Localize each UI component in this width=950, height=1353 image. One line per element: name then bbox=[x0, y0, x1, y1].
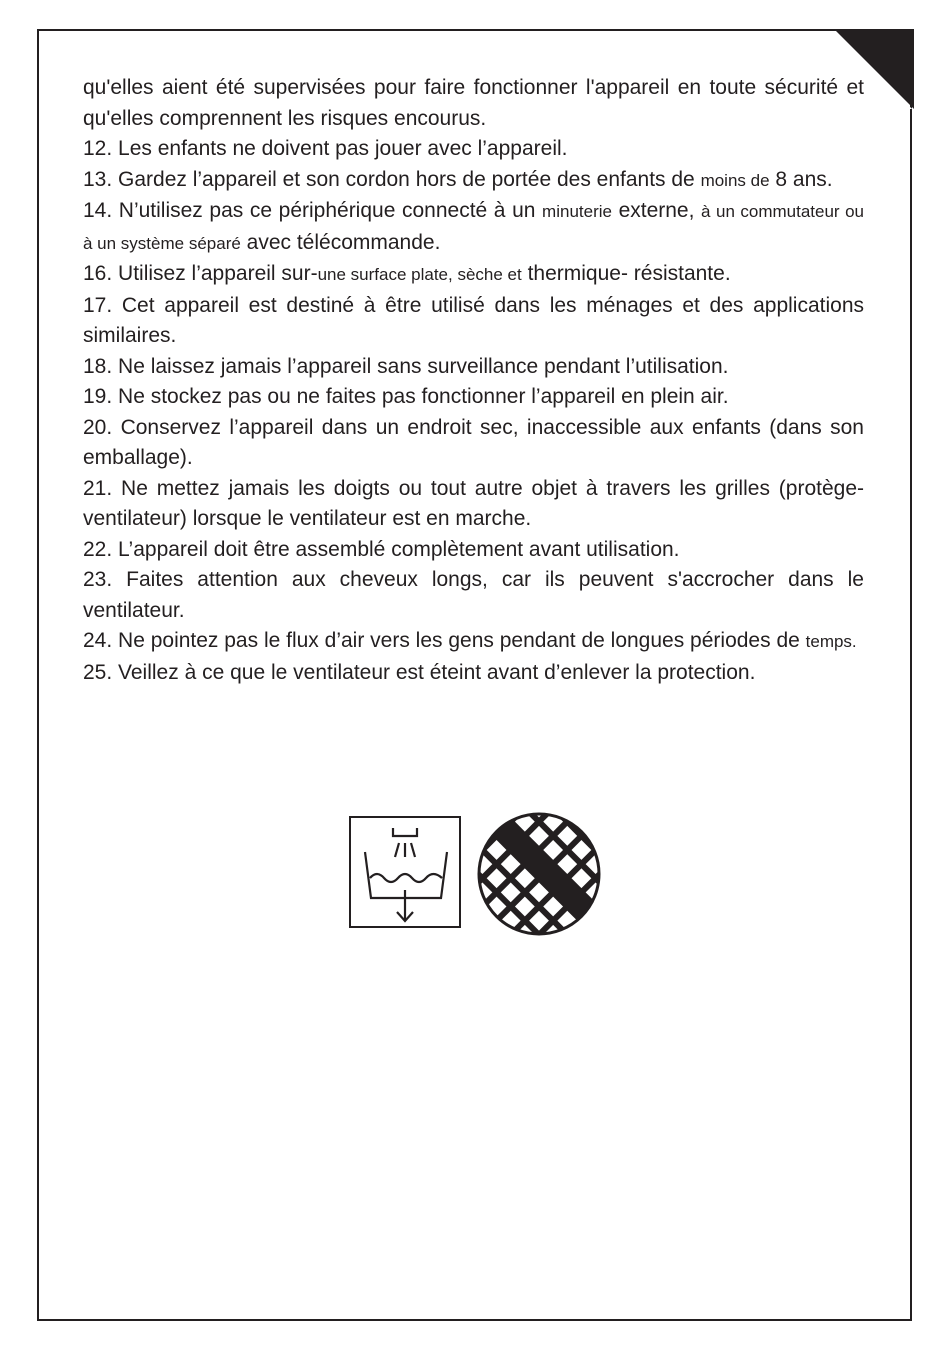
paragraph-p18 bbox=[83, 352, 864, 383]
paragraph-text: temps. bbox=[805, 632, 857, 651]
paragraph-text: 21. Ne mettez jamais les doigts ou tout autre objet à travers les grilles (protège-ventilateur) lorsque le ventilateur est en marche. bbox=[83, 476, 864, 530]
paragraph-text: 24. Ne pointez pas le flux d’air vers les gens pendant de longues périodes de bbox=[83, 629, 806, 652]
care-symbols bbox=[349, 812, 609, 936]
paragraph-p19 bbox=[83, 382, 864, 413]
paragraph-text: minuterie bbox=[542, 202, 612, 221]
paragraph-text: 16. Utilisez l’appareil sur- bbox=[83, 262, 318, 285]
paragraph-text: 17. Cet appareil est destiné à être utilisé dans les ménages et des applications similaires. bbox=[83, 293, 864, 347]
paragraph-p13 bbox=[83, 165, 864, 197]
paragraph-p23 bbox=[83, 565, 864, 626]
paragraph-text: 25. Veillez à ce que le ventilateur est éteint avant d’enlever la protection. bbox=[83, 660, 756, 684]
paragraph-text: à un commutateur ou à un système séparé bbox=[83, 202, 864, 253]
paragraph-text: moins de bbox=[700, 170, 770, 190]
paragraph-text: avec télécommande. bbox=[240, 230, 441, 254]
paragraph-p25 bbox=[83, 658, 864, 689]
safety-instructions-text bbox=[83, 73, 864, 688]
paragraph-text: 18. Ne laissez jamais l’appareil sans surveillance pendant l’utilisation. bbox=[83, 354, 729, 378]
paragraph-text: 22. L’appareil doit être assemblé complètement avant utilisation. bbox=[83, 537, 680, 561]
paragraph-p21 bbox=[83, 474, 864, 535]
fan-guard-grille-icon bbox=[477, 812, 601, 936]
paragraph-text: 19. Ne stockez pas ou ne faites pas fonctionner l’appareil en plein air. bbox=[83, 385, 729, 408]
paragraph-text: thermique- résistante. bbox=[521, 262, 731, 285]
paragraph-text: 14. N’utilisez pas ce périphérique connecté à un bbox=[83, 199, 543, 222]
paragraph-text: une surface plate, sèche et bbox=[317, 265, 522, 284]
paragraph-p17 bbox=[83, 291, 864, 352]
paragraph-text: 13. Gardez l’appareil et son cordon hors de portée des enfants de bbox=[83, 167, 701, 191]
paragraph-text: 20. Conservez l’appareil dans un endroit sec, inaccessible aux enfants (dans son emballage). bbox=[83, 415, 864, 469]
paragraph-text: externe, bbox=[611, 199, 702, 222]
paragraph-p14 bbox=[83, 196, 864, 259]
paragraph-p12 bbox=[83, 134, 864, 165]
paragraph-text: qu'elles aient été supervisées pour faire fonctionner l'appareil en toute sécurité et qu'elles comprennent les risques encourus. bbox=[83, 76, 864, 130]
paragraph-p-cont bbox=[83, 73, 864, 134]
paragraph-text: 23. Faites attention aux cheveux longs, car ils peuvent s'accrocher dans le ventilateur. bbox=[83, 568, 864, 622]
paragraph-p24 bbox=[83, 626, 864, 658]
dishwasher-safe-icon bbox=[349, 816, 461, 928]
paragraph-p22 bbox=[83, 535, 864, 566]
paragraph-p20 bbox=[83, 413, 864, 474]
paragraph-text: 12. Les enfants ne doivent pas jouer avec l’appareil. bbox=[83, 137, 568, 160]
paragraph-p16 bbox=[83, 259, 864, 291]
paragraph-text: 8 ans. bbox=[769, 167, 833, 191]
